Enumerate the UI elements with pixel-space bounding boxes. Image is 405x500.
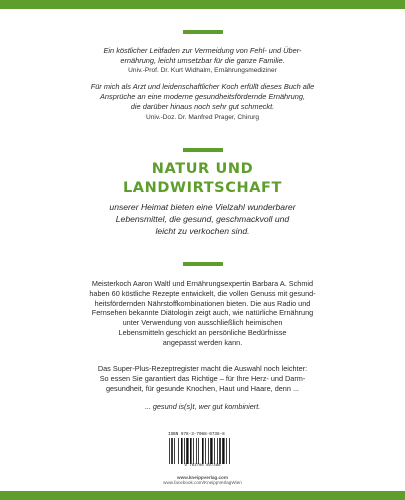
quote-2-text bbox=[20, 82, 385, 113]
paragraph-line: Das Super-Plus-Rezeptregister macht die Auswahl noch leichter: bbox=[97, 364, 308, 373]
subheading-line: leicht zu verkochen sind. bbox=[155, 226, 250, 237]
subheading-line: Lebensmittel, die gesund, geschmackvoll und bbox=[115, 214, 290, 225]
isbn-label: ISBN 978-3-7088-0738-8 bbox=[168, 432, 225, 437]
subheading bbox=[30, 201, 375, 238]
quote-1 bbox=[20, 46, 385, 75]
paragraph-line: Meisterkoch Aaron Waltl und Ernährungsexpertin Barbara A. Schmid bbox=[91, 279, 314, 288]
paragraph-line: angepasst werden kann. bbox=[162, 337, 243, 347]
heading-divider bbox=[183, 148, 223, 152]
quote-1-author: Univ.-Prof. Dr. Kurt Widhalm, Ernährungsmediziner bbox=[128, 67, 277, 75]
section-heading bbox=[0, 160, 405, 198]
tagline-text: gesund is(s)t, wer gut kombiniert. bbox=[152, 402, 261, 411]
quote-line: ernährung, leicht umsetzbar für die ganze Familie. bbox=[120, 56, 285, 66]
quote-line: Ein köstlicher Leitfaden zur Vermeidung von Fehl- und Über- bbox=[103, 46, 302, 55]
heading-line-2: LANDWIRTSCHAFT bbox=[122, 180, 283, 196]
paragraph-line: heitsfördernden Nährstoffkombinationen bieten. Die aus Radio und bbox=[94, 298, 311, 308]
paragraph-line: gesundheit, für gesunde Knochen, Haut und Haare, denn ... bbox=[105, 383, 300, 393]
paragraph-line: Lebensmitteln geschickt an persönliche Bedürfnisse bbox=[118, 327, 287, 337]
barcode-panel bbox=[166, 432, 239, 474]
top-divider bbox=[183, 30, 223, 34]
bottom-color-bar bbox=[0, 491, 405, 500]
quote-2 bbox=[20, 82, 385, 122]
website-block bbox=[150, 475, 255, 485]
paragraph-line: Fernsehen bekannte Diätologin zeigt auch, wie natürliche Ernährung bbox=[91, 308, 314, 318]
heading-line-1: NATUR UND bbox=[151, 161, 254, 177]
quote-1-text bbox=[20, 46, 385, 66]
tagline bbox=[40, 402, 365, 412]
quote-line: die darüber hinaus noch sehr gut schmeckt. bbox=[130, 102, 275, 112]
subheading-line: unserer Heimat bieten eine Vielzahl wunderbarer bbox=[109, 202, 296, 212]
barcode-icon bbox=[168, 438, 238, 464]
website-link[interactable]: www.kneippverlag.com bbox=[177, 475, 228, 480]
quote-line: Für mich als Arzt und leidenschaftlicher Koch erfüllt dieses Buch alle bbox=[90, 82, 315, 91]
description-paragraph-1 bbox=[40, 279, 365, 348]
top-color-bar bbox=[0, 0, 405, 9]
barcode-number: 9 783708 807388 bbox=[184, 464, 221, 468]
quote-line: Ansprüche an eine moderne gesundheitsfördernde Ernährung, bbox=[99, 92, 306, 102]
paragraph-line: So essen Sie garantiert das Richtige – für Ihre Herz- und Darm- bbox=[99, 373, 306, 383]
paragraph-line: unter Verwendung von ausschließlich heimischen bbox=[122, 318, 283, 328]
description-paragraph-2 bbox=[40, 364, 365, 393]
quote-2-author: Univ.-Doz. Dr. Manfred Prager, Chirurg bbox=[145, 113, 260, 121]
tagline-ellipsis: ... bbox=[144, 402, 153, 411]
facebook-link[interactable]: www.facebook.com/KneippVerlagWien bbox=[163, 480, 242, 485]
paragraph-line: haben 60 köstliche Rezepte entwickelt, die vollen Genuss mit gesund- bbox=[89, 288, 316, 298]
body-divider bbox=[183, 262, 223, 266]
